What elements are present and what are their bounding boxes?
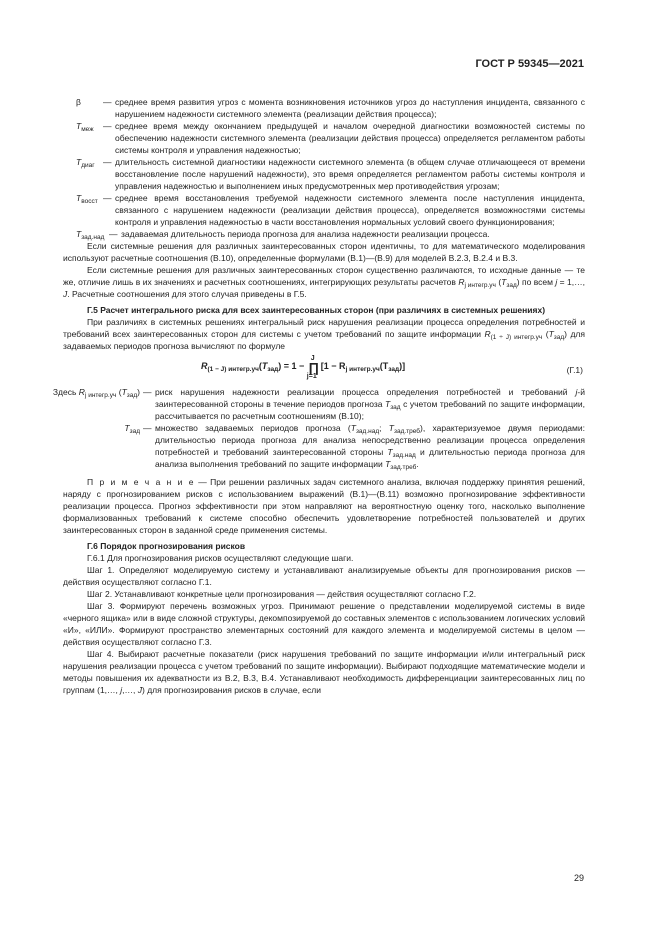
- where-text: множество задаваемых периодов прогноза ($T_{зад.над}$; $T_{зад.треб}$), характеризуемое двумя периодами: длительностью периода прогноза для анализа непосредственно реализации процесса определения потребностей и требований заинтересованной стороны $T_{зад.над}$ и длительностью периода прогноза для анализа выполнения требований по защите информации $T_{зад.треб}$.: [155, 423, 585, 471]
- definition-text: среднее время восстановления требуемой надежности системного элемента после наступления инцидента, связанного с нарушением надежности (реализации действия процесса), определяется возможностями системы контроля и управления надежностью в части восстановления нормальных условий своего функционирования;: [115, 193, 585, 227]
- body-block: [52, 96, 585, 696]
- step-2: Шаг 2. Устанавливают конкретные цели прогнозирования — действия осуществляют согласно Г.2.: [87, 589, 477, 599]
- where-risk: [40, 386, 585, 422]
- definition-dash: —: [103, 193, 112, 203]
- section-g5-text: При различиях в системных решениях интегральный риск нарушения реализации процесса определения потребностей и требований всех заинтересованных сторон для системы с учетом требований по защите информации $R_{(1 \div J) интегр.уч}$ $(T_{зад})$ для задаваемых периодов прогноза вычисляют по формуле: [63, 317, 585, 351]
- note-paragraph: П р и м е ч а н и е — При решении различных задач системного анализа, включая поддержку принятия решений, наряду с прогнозированием рисков с использованием выражений (В.1)—(В.11) возможно прогнозирование эффективности реализации процесса. Прогноз эффективности при этом направляют на вероятностную оценку того, насколько выполнение формализованных требований к системе способно обеспечить удовлетворение потребностей пользователей и других заинтересованных сторон в заданной среде применения системы.: [63, 477, 585, 535]
- definition-text: среднее время между окончанием предыдущей и началом очередной диагностики возможностей системы по обеспечению надежности системного элемента (реализации действия процесса) определяется регламентом работы системы контроля и управления надежностью;: [115, 121, 585, 155]
- product-symbol: ∏ J j=1: [306, 355, 320, 380]
- definition-symbol: $T_{восст}$: [76, 193, 98, 205]
- definitions-list: [63, 96, 585, 240]
- definition-t-vosst: [63, 192, 585, 228]
- definition-dash: —: [103, 121, 112, 131]
- definition-symbol: β: [76, 97, 81, 107]
- standard-header: ГОСТ Р 59345—2021: [475, 58, 584, 70]
- page-number: 29: [573, 873, 584, 883]
- definition-symbol: $T_{зад.над}$: [76, 229, 105, 241]
- definition-text: длительность системной диагностики надежности системного элемента (в общем случае отличающееся от времени восстановление после нарушений надежности), это время определяется регламентом работы системы контроля и управления надежностью и выполнением иных предусмотренных мер противодействия угрозам;: [115, 157, 585, 191]
- step-3: Шаг 3. Формируют перечень возможных угроз. Принимают решение о представлении моделируемой системы в виде «черного ящика» или в виде сложной структуры, декомпозируемой до составных элементов с использованием логических условий «И», «ИЛИ». Формируют пространство элементарных состояний для каждого элемента и моделируемой системы в целом — действия осуществляют согласно Г.3.: [63, 601, 585, 647]
- step-4: Шаг 4. Выбирают расчетные показатели (риск нарушения требований по защите информации и/или интегральный риск нарушения реализации процесса с учетом требований по защите информации). Выбирают подходящие математические модели и методы повышения их адекватности из В.2, В.3, В.4. Устанавливают необходимость дифференциации заинтересованных лиц по группам (1,…, j,…, J) для прогнозирования рисков в случае, если: [63, 649, 585, 695]
- note-label: П р и м е ч а н и е: [87, 477, 195, 487]
- where-label: Здесь $R_{j интегр.уч}$ $(T_{зад})$: [52, 387, 140, 399]
- formula-number: (Г.1): [566, 365, 583, 375]
- formula-expression: $R_{(1 - J) интегр.уч}(T_{зад}) = 1$ − ∏ J j=1 $[1 - R_{j интегр.уч}(T_{зад})]$: [201, 355, 406, 380]
- definition-t-zad-nad: [63, 228, 585, 240]
- definition-text: среднее время развития угроз с момента возникновения источников угроз до наступления инцидента, связанного с нарушением надежности системного элемента (реализации действия процесса);: [115, 97, 585, 119]
- where-text: риск нарушения надежности реализации процесса определения потребностей и требований j-й заинтересованной стороны в течение периодов прогноза $T_{зад}$ с учетом требований по защите информации, рассчитывается по расчетным соотношениям (В.10);: [155, 387, 585, 421]
- where-dash: —: [143, 387, 152, 397]
- definition-dash: —: [109, 229, 118, 239]
- section-g5-title: Г.5 Расчет интегрального риска для всех заинтересованных сторон (при различиях в системных решениях): [87, 305, 546, 315]
- definition-t-diag: [63, 156, 585, 192]
- step-1: Шаг 1. Определяют моделируемую систему и устанавливают анализируемые объекты для прогнозирования рисков — действия осуществляют согласно Г.1.: [63, 565, 585, 587]
- where-dash: —: [143, 423, 152, 433]
- definition-t-mezh: [63, 120, 585, 156]
- definition-text: задаваемая длительность периода прогноза для анализа надежности реализации процесса.: [121, 229, 490, 239]
- where-t-zad: [40, 422, 585, 470]
- definition-symbol: $T_{меж}$: [76, 121, 94, 133]
- definition-dash: —: [103, 97, 112, 107]
- paragraph-identical-solutions: Если системные решения для различных заинтересованных сторон идентичны, то для математического моделирования используют расчетные соотношения (В.10), определенные формулами (В.1)—(В.9) для моделей В.2.3, В.2.4 и В.3.: [63, 241, 585, 263]
- section-g6-title: Г.6 Порядок прогнозирования рисков: [87, 541, 246, 551]
- where-label: $T_{зад}$: [124, 423, 140, 435]
- paragraph-different-solutions: Если системные решения для различных заинтересованных сторон существенно различаются, то исходные данные — те же, отличие лишь в их значениях и расчетных соотношениях, интегрирующих результаты расчетов $R_{j интегр.уч}$ $(T_{зад})$ по всем j = 1,…, J. Расчетные соотношения для этого случая приведены в Г.5.: [63, 265, 585, 299]
- definition-beta: [63, 96, 585, 120]
- definition-symbol: $T_{диаг}$: [76, 157, 95, 169]
- section-g6-intro: Г.6.1 Для прогнозирования рисков осуществляют следующие шаги.: [87, 553, 354, 563]
- formula-g1: [63, 352, 585, 386]
- definition-dash: —: [103, 157, 112, 167]
